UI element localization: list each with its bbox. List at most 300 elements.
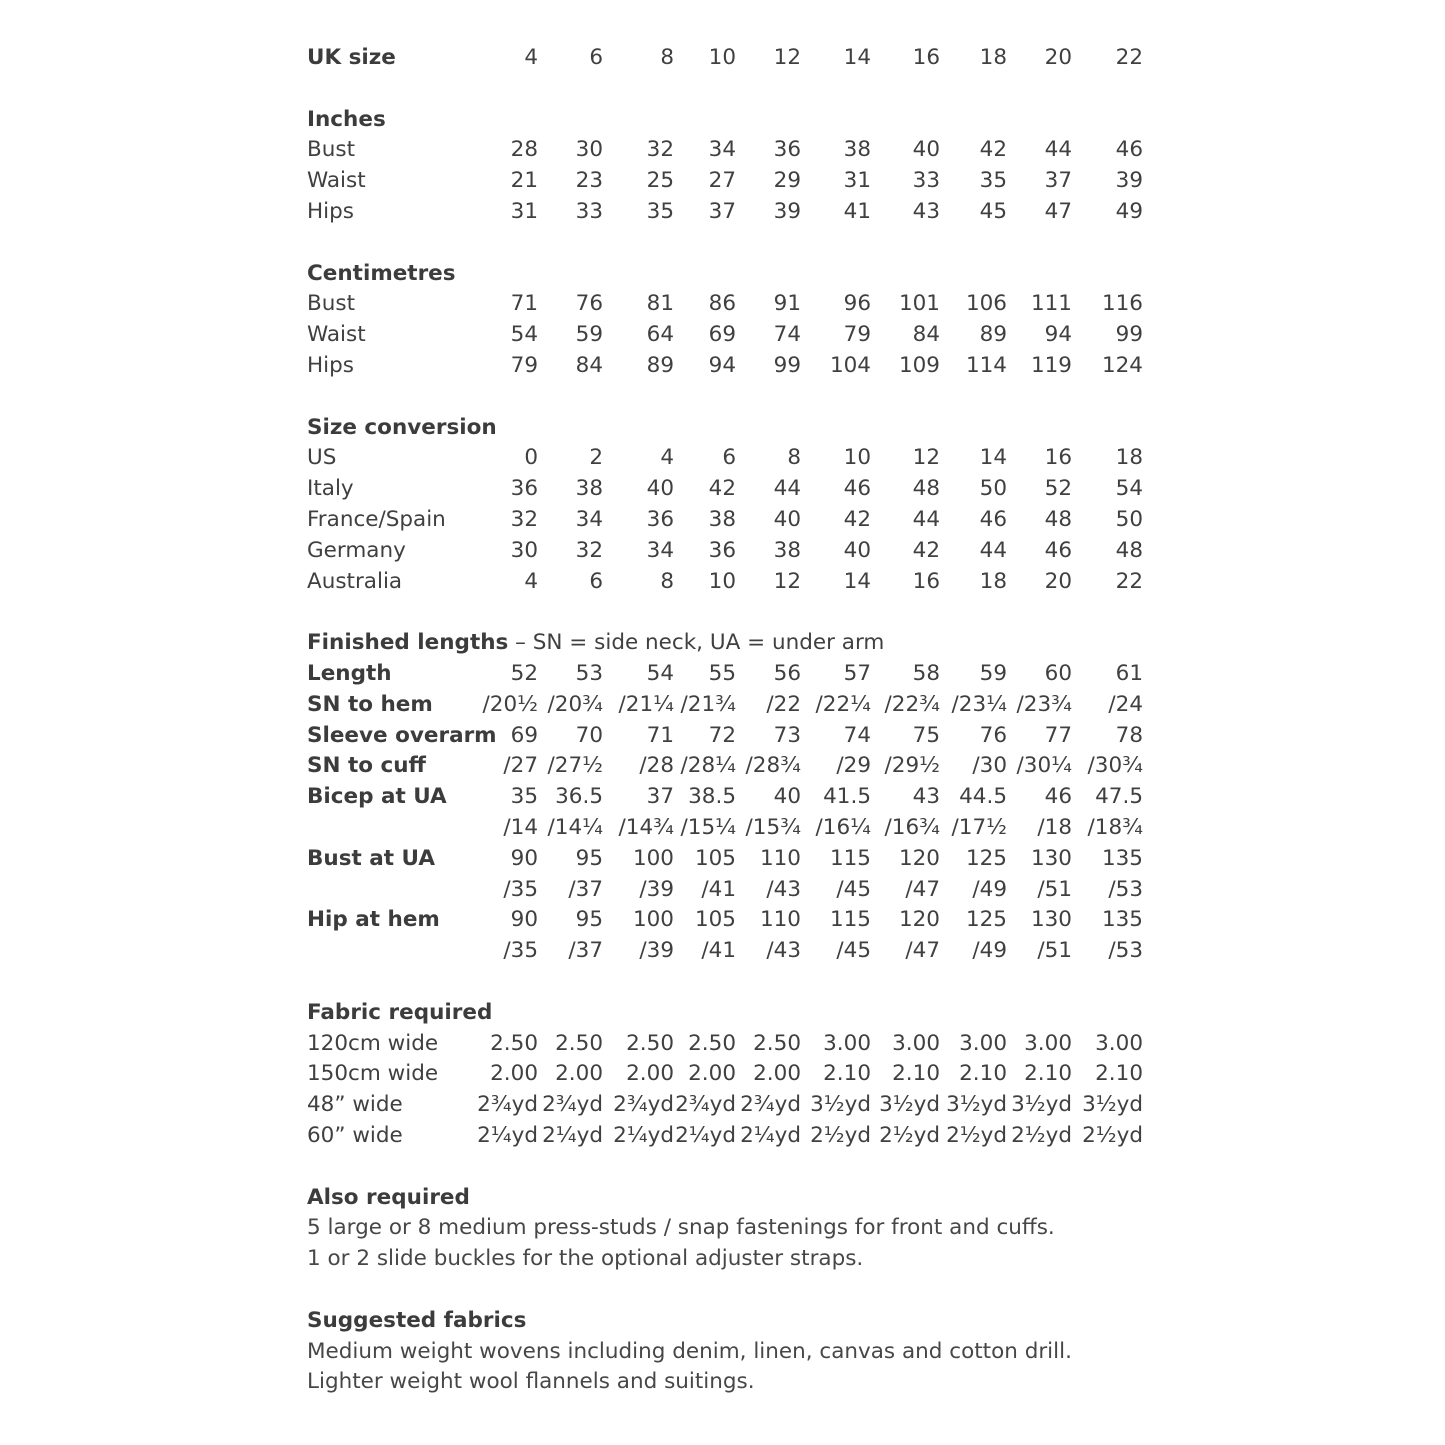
finished-lengths-cell: /18 xyxy=(1037,815,1072,840)
size-conversion-cell: 32 xyxy=(575,537,603,563)
finished-lengths-cell: /30¼ xyxy=(1016,753,1072,779)
size-conversion-cell: 46 xyxy=(979,507,1007,532)
centimetres-title: Centimetres xyxy=(307,260,456,286)
size-conversion-cell: 34 xyxy=(646,537,674,563)
finished-lengths-cell: 38.5 xyxy=(688,784,736,810)
fabric-required-cell: 2.00 xyxy=(688,1061,736,1087)
size-conversion-cell: 18 xyxy=(979,568,1007,594)
inches-cell: 30 xyxy=(575,137,603,163)
fabric-required-cell: 3½yd xyxy=(879,1092,940,1118)
finished-lengths-row xyxy=(0,874,1445,905)
finished-lengths-cell: /45 xyxy=(836,876,871,902)
suggested-fabrics-text: Medium weight wovens including denim, linen, canvas and cotton drill. xyxy=(307,1338,1072,1364)
centimetres-cell: 79 xyxy=(510,353,538,378)
uk-size-label: UK size xyxy=(307,45,396,70)
centimetres-cell: 69 xyxy=(708,322,736,348)
centimetres-cell: 99 xyxy=(773,353,801,378)
fabric-required-cell: 2.50 xyxy=(688,1030,736,1056)
finished-lengths-row-label: Length xyxy=(307,661,392,686)
size-conversion-cell: 48 xyxy=(1044,507,1072,532)
finished-lengths-cell: 78 xyxy=(1115,722,1143,748)
finished-lengths-row-label: Bicep at UA xyxy=(307,784,447,810)
inches-cell: 28 xyxy=(510,137,538,163)
fabric-required-row-label: 120cm wide xyxy=(307,1030,439,1056)
inches-cell: 33 xyxy=(575,199,603,224)
suggested-fabrics-line xyxy=(0,1336,1445,1367)
finished-lengths-cell: 41.5 xyxy=(823,784,871,810)
uk-size-cell: 4 xyxy=(524,45,538,70)
finished-lengths-cell: /49 xyxy=(972,876,1007,902)
inches-cell: 35 xyxy=(646,199,674,224)
finished-lengths-cell: 115 xyxy=(829,907,871,933)
fabric-required-cell: 2¾yd xyxy=(477,1092,538,1118)
fabric-required-cell: 2¾yd xyxy=(542,1092,603,1118)
uk-size-cell: 6 xyxy=(589,45,603,70)
uk-size-cell: 10 xyxy=(708,45,736,70)
fabric-required-cell: 2¾yd xyxy=(740,1092,801,1118)
finished-lengths-row xyxy=(0,689,1445,720)
finished-lengths-cell: /21¼ xyxy=(618,691,674,717)
finished-lengths-cell: /37 xyxy=(568,876,603,902)
also-required-heading xyxy=(0,1182,1445,1213)
size-conversion-cell: 36 xyxy=(510,476,538,502)
uk-size-cell: 14 xyxy=(843,45,871,70)
centimetres-cell: 64 xyxy=(646,322,674,348)
finished-lengths-cell: 72 xyxy=(708,722,736,748)
uk-size-row xyxy=(0,42,1445,73)
finished-lengths-cell: 100 xyxy=(632,907,674,933)
finished-lengths-cell: /29 xyxy=(836,753,871,779)
fabric-required-cell: 3.00 xyxy=(959,1030,1007,1056)
finished-lengths-cell: 105 xyxy=(694,907,736,933)
finished-lengths-cell: /30 xyxy=(972,753,1007,779)
fabric-required-cell: 2.50 xyxy=(490,1030,538,1056)
finished-lengths-row-label: Bust at UA xyxy=(307,845,435,871)
fabric-required-cell: 2.00 xyxy=(753,1061,801,1087)
size-conversion-cell: 32 xyxy=(510,507,538,532)
size-conversion-cell: 16 xyxy=(1044,445,1072,471)
centimetres-row xyxy=(0,319,1445,350)
inches-cell: 36 xyxy=(773,137,801,163)
finished-lengths-cell: /27½ xyxy=(547,753,603,779)
finished-lengths-cell: /15¾ xyxy=(745,815,801,840)
fabric-required-cell: 2½yd xyxy=(946,1123,1007,1148)
size-conversion-cell: 10 xyxy=(843,445,871,471)
size-conversion-cell: 18 xyxy=(1115,445,1143,471)
centimetres-cell: 116 xyxy=(1101,291,1143,317)
fabric-required-title: Fabric required xyxy=(307,999,493,1025)
uk-size-cell: 12 xyxy=(773,45,801,70)
size-conversion-cell: 48 xyxy=(912,476,940,502)
centimetres-cell: 99 xyxy=(1115,322,1143,348)
centimetres-cell: 111 xyxy=(1030,291,1072,317)
finished-lengths-cell: /28¼ xyxy=(680,753,736,779)
size-conversion-row xyxy=(0,566,1445,597)
finished-lengths-cell: /20½ xyxy=(482,691,538,717)
inches-cell: 23 xyxy=(575,168,603,194)
finished-lengths-cell: 120 xyxy=(898,907,940,933)
suggested-fabrics-title: Suggested fabrics xyxy=(307,1307,527,1333)
inches-cell: 35 xyxy=(979,168,1007,194)
fabric-required-cell: 3.00 xyxy=(1095,1030,1143,1056)
fabric-required-cell: 2.00 xyxy=(626,1061,674,1087)
inches-cell: 43 xyxy=(912,199,940,224)
finished-lengths-cell: /47 xyxy=(905,938,940,964)
inches-cell: 29 xyxy=(773,168,801,194)
inches-cell: 37 xyxy=(1044,168,1072,194)
finished-lengths-cell: 110 xyxy=(759,845,801,871)
finished-lengths-cell: 74 xyxy=(843,722,871,748)
centimetres-row-label: Hips xyxy=(307,353,354,378)
fabric-required-row xyxy=(0,1028,1445,1059)
size-conversion-cell: 50 xyxy=(1115,507,1143,532)
size-conversion-cell: 0 xyxy=(524,445,538,471)
fabric-required-cell: 2¼yd xyxy=(675,1123,736,1148)
fabric-required-cell: 2¾yd xyxy=(613,1092,674,1118)
size-conversion-cell: 14 xyxy=(979,445,1007,471)
size-conversion-row xyxy=(0,535,1445,566)
size-conversion-cell: 52 xyxy=(1044,476,1072,502)
fabric-required-cell: 3½yd xyxy=(1011,1092,1072,1118)
fabric-required-cell: 3.00 xyxy=(823,1030,871,1056)
fabric-required-row xyxy=(0,1120,1445,1151)
finished-lengths-cell: 120 xyxy=(898,845,940,871)
finished-lengths-cell: /15¼ xyxy=(680,815,736,840)
finished-lengths-cell: /17½ xyxy=(951,815,1007,840)
finished-lengths-cell: /30¾ xyxy=(1087,753,1143,779)
size-conversion-cell: 38 xyxy=(708,507,736,532)
size-conversion-cell: 8 xyxy=(787,445,801,471)
finished-lengths-row xyxy=(0,720,1445,751)
fabric-required-cell: 3½yd xyxy=(946,1092,1007,1118)
finished-lengths-cell: 46 xyxy=(1044,784,1072,810)
inches-heading xyxy=(0,104,1445,135)
finished-lengths-cell: 110 xyxy=(759,907,801,933)
inches-cell: 40 xyxy=(912,137,940,163)
inches-row-label: Bust xyxy=(307,137,356,163)
finished-lengths-cell: /23¾ xyxy=(1016,691,1072,717)
finished-lengths-row-label: Hip at hem xyxy=(307,907,440,933)
centimetres-cell: 109 xyxy=(898,353,940,378)
fabric-required-cell: 2¼yd xyxy=(613,1123,674,1148)
inches-cell: 21 xyxy=(510,168,538,194)
finished-lengths-row xyxy=(0,658,1445,689)
fabric-required-cell: 2.50 xyxy=(753,1030,801,1056)
size-conversion-cell: 20 xyxy=(1044,568,1072,594)
size-conversion-cell: 6 xyxy=(589,568,603,594)
finished-lengths-cell: 52 xyxy=(510,661,538,686)
finished-lengths-cell: 44.5 xyxy=(959,784,1007,810)
finished-lengths-cell: 130 xyxy=(1030,845,1072,871)
finished-lengths-cell: /43 xyxy=(766,876,801,902)
size-conversion-cell: 16 xyxy=(912,568,940,594)
finished-lengths-cell: 37 xyxy=(646,784,674,810)
size-conversion-cell: 44 xyxy=(979,537,1007,563)
size-conversion-row xyxy=(0,442,1445,473)
finished-lengths-cell: /53 xyxy=(1108,876,1143,902)
size-conversion-cell: 46 xyxy=(843,476,871,502)
size-conversion-cell: 38 xyxy=(575,476,603,502)
inches-cell: 38 xyxy=(843,137,871,163)
finished-lengths-cell: 71 xyxy=(646,722,674,748)
finished-lengths-cell: 56 xyxy=(773,661,801,686)
fabric-required-cell: 2¾yd xyxy=(675,1092,736,1118)
finished-lengths-cell: /29½ xyxy=(884,753,940,779)
finished-lengths-heading xyxy=(0,627,1445,658)
finished-lengths-cell: /43 xyxy=(766,938,801,964)
finished-lengths-cell: /28¾ xyxy=(745,753,801,779)
suggested-fabrics-text: Lighter weight wool flannels and suitings. xyxy=(307,1369,755,1395)
finished-lengths-cell: 35 xyxy=(510,784,538,810)
size-conversion-cell: 36 xyxy=(708,537,736,563)
finished-lengths-row xyxy=(0,812,1445,843)
centimetres-row xyxy=(0,350,1445,381)
size-conversion-cell: 8 xyxy=(660,568,674,594)
finished-lengths-cell: 69 xyxy=(510,722,538,748)
finished-lengths-cell: /18¾ xyxy=(1087,815,1143,840)
inches-cell: 42 xyxy=(979,137,1007,163)
fabric-required-cell: 2.00 xyxy=(555,1061,603,1087)
centimetres-cell: 89 xyxy=(979,322,1007,348)
size-conversion-cell: 42 xyxy=(843,507,871,532)
centimetres-cell: 104 xyxy=(829,353,871,378)
size-conversion-row-label: Australia xyxy=(307,568,403,594)
finished-lengths-cell: 73 xyxy=(773,722,801,748)
size-conversion-row xyxy=(0,504,1445,535)
fabric-required-cell: 2.10 xyxy=(892,1061,940,1087)
suggested-fabrics-line xyxy=(0,1366,1445,1397)
size-conversion-cell: 12 xyxy=(912,445,940,471)
finished-lengths-cell: 57 xyxy=(843,661,871,686)
size-conversion-cell: 22 xyxy=(1115,568,1143,594)
suggested-fabrics-heading xyxy=(0,1305,1445,1336)
fabric-required-row-label: 48” wide xyxy=(307,1092,403,1118)
centimetres-cell: 94 xyxy=(1044,322,1072,348)
finished-lengths-cell: /45 xyxy=(836,938,871,964)
inches-cell: 41 xyxy=(843,199,871,224)
fabric-required-cell: 2½yd xyxy=(1082,1123,1143,1148)
finished-lengths-cell: /37 xyxy=(568,938,603,964)
finished-lengths-cell: /20¾ xyxy=(547,691,603,717)
finished-lengths-cell: /41 xyxy=(701,876,736,902)
size-conversion-row-label: Italy xyxy=(307,476,354,502)
centimetres-cell: 71 xyxy=(510,291,538,317)
finished-lengths-row xyxy=(0,781,1445,812)
size-conversion-cell: 4 xyxy=(524,568,538,594)
centimetres-row-label: Waist xyxy=(307,322,366,348)
size-conversion-cell: 2 xyxy=(589,445,603,471)
finished-lengths-cell: /22 xyxy=(766,691,801,717)
finished-lengths-row xyxy=(0,935,1445,966)
finished-lengths-cell: /21¾ xyxy=(680,691,736,717)
finished-lengths-cell: 55 xyxy=(708,661,736,686)
inches-cell: 37 xyxy=(708,199,736,224)
finished-lengths-cell: 70 xyxy=(575,722,603,748)
fabric-required-row-label: 60” wide xyxy=(307,1123,403,1148)
finished-lengths-cell: /14¼ xyxy=(547,815,603,840)
fabric-required-cell: 2½yd xyxy=(879,1123,940,1148)
centimetres-cell: 91 xyxy=(773,291,801,317)
finished-lengths-cell: 105 xyxy=(694,845,736,871)
finished-lengths-cell: 43 xyxy=(912,784,940,810)
finished-lengths-cell: /16¼ xyxy=(815,815,871,840)
finished-lengths-cell: /24 xyxy=(1108,691,1143,717)
inches-cell: 46 xyxy=(1115,137,1143,163)
size-conversion-cell: 40 xyxy=(843,537,871,563)
inches-row-label: Waist xyxy=(307,168,366,194)
inches-cell: 44 xyxy=(1044,137,1072,163)
finished-lengths-cell: 61 xyxy=(1115,661,1143,686)
centimetres-cell: 54 xyxy=(510,322,538,348)
size-conversion-cell: 40 xyxy=(773,507,801,532)
centimetres-cell: 124 xyxy=(1101,353,1143,378)
size-conversion-cell: 38 xyxy=(773,537,801,563)
centimetres-row xyxy=(0,288,1445,319)
fabric-required-cell: 2.10 xyxy=(1095,1061,1143,1087)
uk-size-cell: 20 xyxy=(1044,45,1072,70)
inches-title: Inches xyxy=(307,106,386,132)
centimetres-cell: 74 xyxy=(773,322,801,348)
finished-lengths-cell: 77 xyxy=(1044,722,1072,748)
finished-lengths-cell: 59 xyxy=(979,661,1007,686)
finished-lengths-cell: /23¼ xyxy=(951,691,1007,717)
finished-lengths-cell: /27 xyxy=(503,753,538,779)
finished-lengths-cell: /22¼ xyxy=(815,691,871,717)
fabric-required-row-label: 150cm wide xyxy=(307,1061,439,1087)
finished-lengths-cell: /39 xyxy=(639,876,674,902)
size-conversion-row-label: Germany xyxy=(307,537,406,563)
fabric-required-cell: 2.10 xyxy=(823,1061,871,1087)
size-conversion-cell: 10 xyxy=(708,568,736,594)
finished-lengths-cell: 135 xyxy=(1101,845,1143,871)
also-required-text: 5 large or 8 medium press-studs / snap fastenings for front and cuffs. xyxy=(307,1215,1055,1241)
size-conversion-cell: 54 xyxy=(1115,476,1143,502)
finished-lengths-cell: 75 xyxy=(912,722,940,748)
fabric-required-cell: 2.00 xyxy=(490,1061,538,1087)
finished-lengths-cell: 135 xyxy=(1101,907,1143,933)
uk-size-cell: 22 xyxy=(1115,45,1143,70)
finished-lengths-cell: 100 xyxy=(632,845,674,871)
size-conversion-cell: 48 xyxy=(1115,537,1143,563)
finished-lengths-cell: /39 xyxy=(639,938,674,964)
uk-size-cell: 16 xyxy=(912,45,940,70)
finished-lengths-row-label: SN to cuff xyxy=(307,753,426,779)
finished-lengths-cell: 53 xyxy=(575,661,603,686)
size-conversion-cell: 44 xyxy=(912,507,940,532)
fabric-required-cell: 3½yd xyxy=(810,1092,871,1118)
centimetres-heading xyxy=(0,258,1445,289)
inches-cell: 32 xyxy=(646,137,674,163)
inches-cell: 34 xyxy=(708,137,736,163)
inches-cell: 25 xyxy=(646,168,674,194)
also-required-title: Also required xyxy=(307,1184,470,1210)
size-conversion-cell: 46 xyxy=(1044,537,1072,563)
finished-lengths-cell: 47.5 xyxy=(1095,784,1143,810)
inches-cell: 47 xyxy=(1044,199,1072,224)
fabric-required-cell: 2¼yd xyxy=(740,1123,801,1148)
finished-lengths-cell: 90 xyxy=(510,907,538,933)
finished-lengths-title xyxy=(307,627,884,658)
fabric-required-cell: 2.50 xyxy=(555,1030,603,1056)
size-conversion-heading xyxy=(0,412,1445,443)
fabric-required-cell: 2.10 xyxy=(959,1061,1007,1087)
centimetres-cell: 106 xyxy=(965,291,1007,317)
finished-lengths-row-label: SN to hem xyxy=(307,691,433,717)
fabric-required-cell: 3.00 xyxy=(1024,1030,1072,1056)
finished-lengths-cell: /22¾ xyxy=(884,691,940,717)
finished-lengths-cell: /14¾ xyxy=(618,815,674,840)
size-conversion-cell: 34 xyxy=(575,507,603,532)
centimetres-cell: 86 xyxy=(708,291,736,317)
inches-cell: 39 xyxy=(1115,168,1143,194)
finished-lengths-cell: 125 xyxy=(965,907,1007,933)
size-conversion-cell: 50 xyxy=(979,476,1007,502)
finished-lengths-cell: 40 xyxy=(773,784,801,810)
size-conversion-cell: 42 xyxy=(912,537,940,563)
finished-lengths-cell: 95 xyxy=(575,907,603,933)
centimetres-cell: 59 xyxy=(575,322,603,348)
finished-lengths-row-label: Sleeve overarm xyxy=(307,722,497,748)
size-conversion-cell: 36 xyxy=(646,507,674,532)
inches-cell: 33 xyxy=(912,168,940,194)
finished-lengths-cell: /49 xyxy=(972,938,1007,964)
finished-lengths-cell: 36.5 xyxy=(555,784,603,810)
size-conversion-row xyxy=(0,473,1445,504)
inches-row xyxy=(0,134,1445,165)
finished-lengths-cell: 130 xyxy=(1030,907,1072,933)
also-required-line xyxy=(0,1212,1445,1243)
size-conversion-cell: 44 xyxy=(773,476,801,502)
fabric-required-heading xyxy=(0,997,1445,1028)
centimetres-cell: 89 xyxy=(646,353,674,378)
centimetres-cell: 114 xyxy=(965,353,1007,378)
centimetres-row-label: Bust xyxy=(307,291,356,317)
size-conversion-row-label: France/Spain xyxy=(307,507,446,532)
finished-lengths-row xyxy=(0,750,1445,781)
finished-lengths-cell: /28 xyxy=(639,753,674,779)
inches-cell: 31 xyxy=(843,168,871,194)
finished-lengths-cell: /35 xyxy=(503,938,538,964)
fabric-required-row xyxy=(0,1058,1445,1089)
inches-cell: 49 xyxy=(1115,199,1143,224)
size-conversion-cell: 30 xyxy=(510,537,538,563)
inches-row xyxy=(0,165,1445,196)
centimetres-cell: 101 xyxy=(898,291,940,317)
finished-lengths-cell: /47 xyxy=(905,876,940,902)
finished-lengths-row xyxy=(0,843,1445,874)
inches-row xyxy=(0,196,1445,227)
inches-cell: 45 xyxy=(979,199,1007,224)
centimetres-cell: 84 xyxy=(575,353,603,378)
finished-lengths-cell: 76 xyxy=(979,722,1007,748)
centimetres-cell: 76 xyxy=(575,291,603,317)
uk-size-cell: 8 xyxy=(660,45,674,70)
fabric-required-cell: 3.00 xyxy=(892,1030,940,1056)
finished-lengths-cell: /53 xyxy=(1108,938,1143,964)
uk-size-cell: 18 xyxy=(979,45,1007,70)
size-conversion-cell: 14 xyxy=(843,568,871,594)
finished-lengths-cell: /16¾ xyxy=(884,815,940,840)
size-conversion-cell: 6 xyxy=(722,445,736,471)
fabric-required-cell: 2½yd xyxy=(1011,1123,1072,1148)
finished-lengths-cell: 95 xyxy=(575,845,603,871)
size-conversion-cell: 4 xyxy=(660,445,674,471)
size-conversion-cell: 42 xyxy=(708,476,736,502)
fabric-required-row xyxy=(0,1089,1445,1120)
centimetres-cell: 96 xyxy=(843,291,871,317)
inches-cell: 27 xyxy=(708,168,736,194)
finished-lengths-cell: 58 xyxy=(912,661,940,686)
